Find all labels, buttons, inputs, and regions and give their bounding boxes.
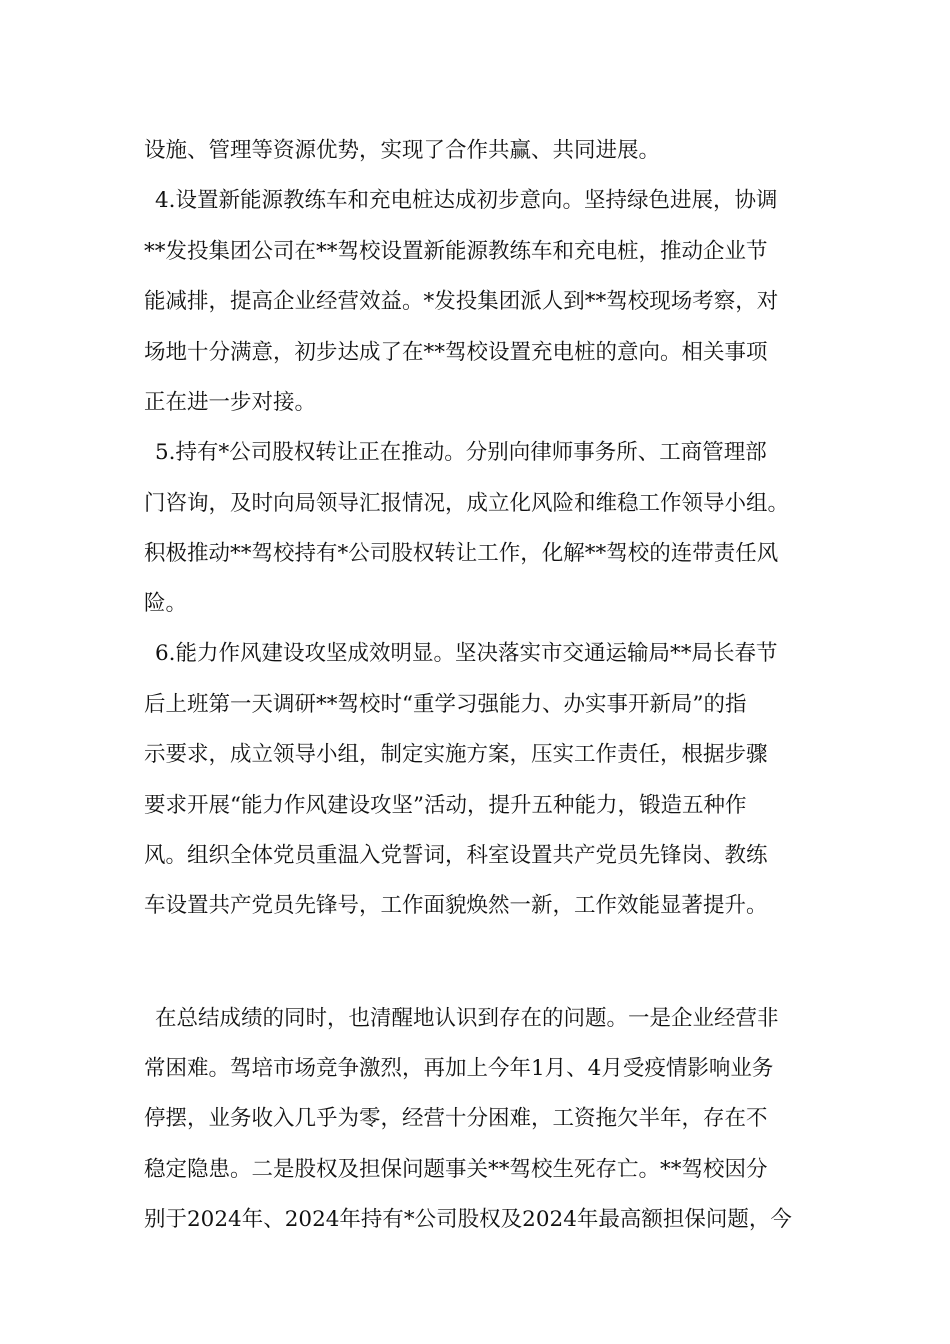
text-line-9: 积极推动**驾校持有*公司股权转让工作，化解**驾校的连带责任风	[144, 541, 779, 566]
text-line-13: 示要求，成立领导小组，制定实施方案，压实工作责任，根据步骤	[144, 742, 768, 767]
text-line-10: 险。	[144, 591, 188, 616]
text-line-12: 后上班第一天调研**驾校时“重学习强能力、办实事开新局”的指	[144, 692, 747, 717]
text-line-4: 能减排，提高企业经营效益。*发投集团派人到**驾校现场考察，对	[144, 289, 779, 314]
text-line-15: 风。组织全体党员重温入党誓词，科室设置共产党员先锋岗、教练	[144, 843, 768, 868]
text-line-16: 车设置共产党员先锋号，工作面貌焕然一新，工作效能显著提升。	[144, 893, 768, 918]
text-line-1: 设施、管理等资源优势，实现了合作共赢、共同进展。	[144, 138, 661, 163]
text-line-19: 停摆，业务收入几乎为零，经营十分困难，工资拖欠半年，存在不	[144, 1106, 768, 1131]
text-line-21: 别于2024年、2024年持有*公司股权及2024年最高额担保问题，今	[144, 1207, 792, 1232]
text-line-17: 在总结成绩的同时，也清醒地认识到存在的问题。一是企业经营非	[155, 1006, 779, 1031]
text-line-14: 要求开展“能力作风建设攻坚”活动，提升五种能力，锻造五种作	[144, 793, 747, 818]
text-line-11: 6.能力作风建设攻坚成效明显。坚决落实市交通运输局**局长春节	[155, 641, 778, 666]
text-line-5: 场地十分满意，初步达成了在**驾校设置充电桩的意向。相关事项	[144, 340, 768, 365]
text-line-6: 正在进一步对接。	[144, 390, 317, 415]
text-line-20: 稳定隐患。二是股权及担保问题事关**驾校生死存亡。**驾校因分	[144, 1157, 768, 1182]
text-line-7: 5.持有*公司股权转让正在推动。分别向律师事务所、工商管理部	[155, 440, 767, 465]
text-line-2: 4.设置新能源教练车和充电桩达成初步意向。坚持绿色进展，协调	[155, 188, 778, 213]
text-line-3: **发投集团公司在**驾校设置新能源教练车和充电桩，推动企业节	[144, 239, 768, 264]
text-line-18: 常困难。驾培市场竞争激烈，再加上今年1月、4月受疫情影响业务	[144, 1056, 774, 1081]
text-line-8: 门咨询，及时向局领导汇报情况，成立化风险和维稳工作领导小组。	[144, 491, 790, 516]
